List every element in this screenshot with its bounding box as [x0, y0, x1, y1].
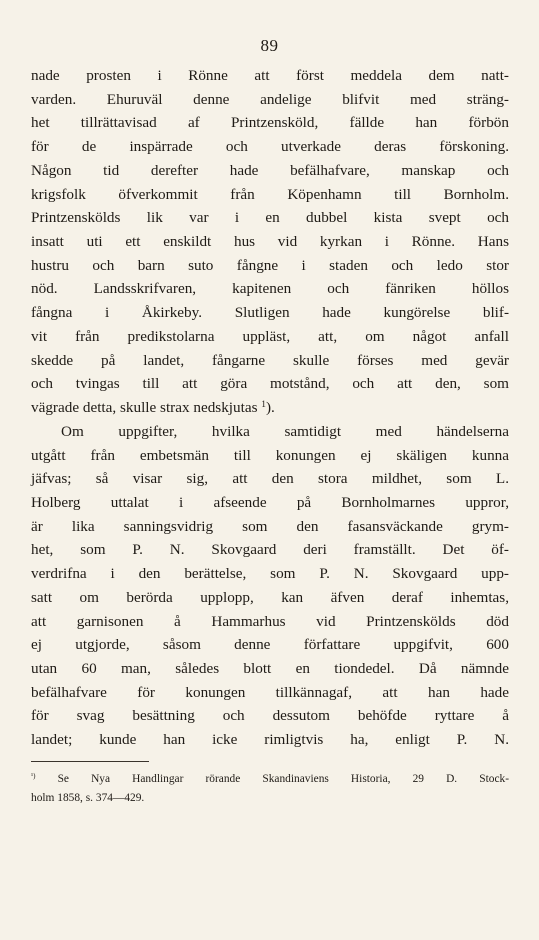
text-line: nade prosten i Rönne att först meddela dem natt- [31, 67, 509, 84]
text-line: het tillrättavisad af Printzensköld, fällde han förbön [31, 114, 509, 132]
text-line: utan 60 man, således blott en tiondedel. Då nämnde [31, 659, 509, 677]
text-line: varden. Ehuruväl denne andelige blifvit med sträng- [31, 90, 509, 108]
text-line: jäfvas; så visar sig, att den stora mildhet, som L. [31, 470, 509, 488]
text-line: för svag besättning och dessutom behöfde ryttare å [31, 707, 509, 725]
text-line: het, som P. N. Skovgaard deri framställt. Det öf- [31, 541, 509, 559]
text-line: krigsfolk öfverkommit från Köpenhamn till Bornholm. [31, 185, 509, 203]
paragraph-1 [31, 64, 509, 420]
footnote-divider [31, 761, 149, 762]
body-text [31, 64, 509, 752]
footnote-marker: ¹) [31, 772, 36, 781]
text-line: landet; kunde han icke rimligtvis ha, enligt P. N. [31, 731, 509, 749]
text-line: satt om berörda upplopp, kan äfven deraf inhemtas, [31, 588, 509, 606]
text-line: vägrade detta, skulle strax nedskjutas $^1$). [31, 399, 275, 417]
text-line: verdrifna i den berättelse, som P. N. Skovgaard upp- [31, 565, 509, 583]
footnote-ref: 1 [261, 399, 266, 410]
text-line: är lika sanningsvidrig som den fasansväckande grym- [31, 517, 509, 535]
text-line: skedde på landet, fångarne skulle förses med gevär [31, 351, 509, 369]
text-line: och tvingas till att göra motstånd, och att den, som [31, 375, 509, 393]
text-line: Holberg uttalat i afseende på Bornholmarnes uppror, [31, 493, 509, 511]
paragraph-2 [31, 420, 509, 752]
text-line: Om uppgifter, hvilka samtidigt med händelserna [61, 422, 509, 440]
page-number: 89 [260, 36, 279, 55]
text-line: Någon tid derefter hade befälhafvare, manskap och [31, 161, 509, 179]
footnote [31, 770, 509, 808]
text-line: för de inspärrade och utverkade deras förskoning. [31, 138, 509, 156]
text-line: utgått från embetsmän till konungen ej skäligen kunna [31, 446, 509, 464]
text-line: hustru och barn suto fångne i staden och ledo stor [31, 256, 509, 274]
text-line: ej utgjorde, såsom denne författare uppgifvit, 600 [31, 636, 509, 654]
text-line: insatt uti ett enskildt hus vid kyrkan i Rönne. Hans [31, 233, 509, 251]
footnote-text: Se Nya Handlingar rörande Skandinaviens Historia, 29 D. Stock- [57, 773, 509, 785]
text-line: befälhafvare för konungen tillkännagaf, att han hade [31, 683, 509, 701]
text-line: fångna i Åkirkeby. Slutligen hade kungörelse blif- [31, 304, 509, 322]
text-line: vit från predikstolarna uppläst, att, om något anfall [31, 327, 509, 345]
footnote-line: holm 1858, s. 374—429. [31, 792, 145, 804]
text-line: Printzenskölds lik var i en dubbel kista svept och [31, 209, 509, 227]
text-line: nöd. Landsskrifvaren, kapitenen och fänriken höllos [31, 280, 509, 298]
text-line: att garnisonen å Hammarhus vid Printzenskölds död [31, 612, 509, 630]
footnote-line [31, 770, 509, 789]
